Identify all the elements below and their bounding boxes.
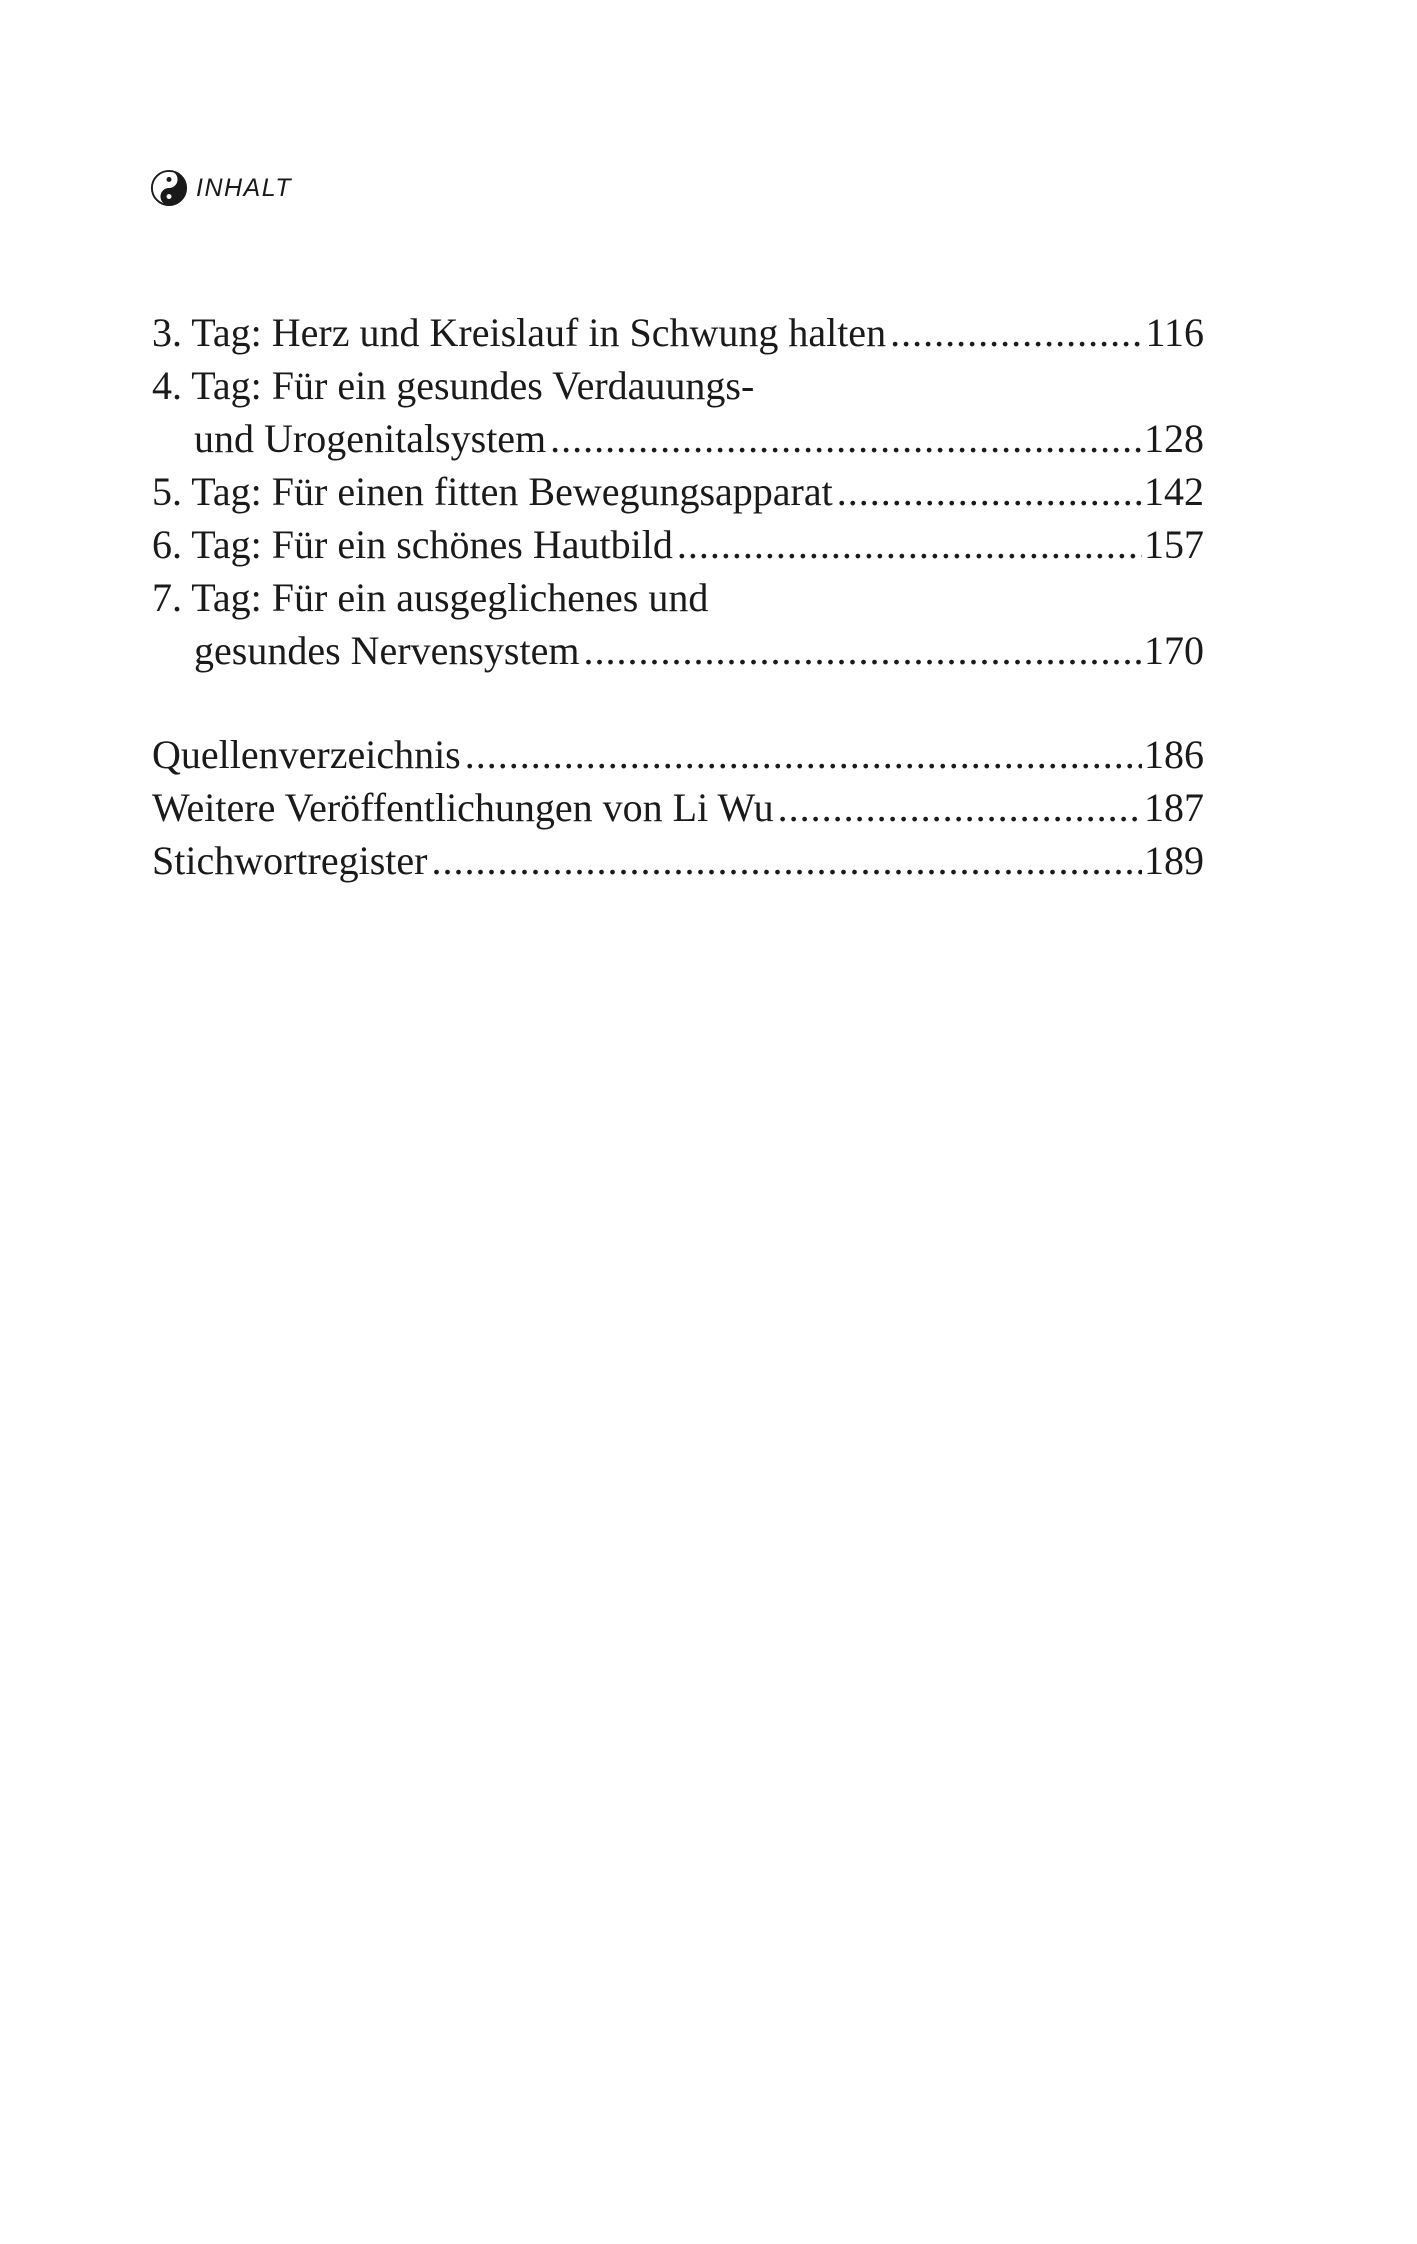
- yin-yang-icon: [150, 169, 188, 207]
- toc-entry-page: 186: [1144, 732, 1204, 777]
- toc-leader-dots: [583, 624, 1142, 677]
- toc-entry-first-line: [152, 571, 1204, 624]
- toc-entry-page: 116: [1145, 310, 1204, 355]
- toc-entry: [152, 412, 1204, 465]
- toc-entry-page: 189: [1144, 838, 1204, 883]
- toc-entry-title: 5. Tag: Für einen fitten Bewegungsapparat: [152, 469, 833, 514]
- toc-entry: [152, 306, 1204, 359]
- toc-entry-title-continued: und Urogenitalsystem: [194, 416, 547, 461]
- toc-entry-page: 170: [1144, 628, 1204, 673]
- toc-leader-dots: [837, 465, 1142, 518]
- toc-entry: [152, 624, 1204, 677]
- toc-entry-page: 142: [1144, 469, 1204, 514]
- running-head: [150, 168, 292, 208]
- toc-entry-page: 128: [1144, 416, 1204, 461]
- toc-entry-title-continued: gesundes Nervensystem: [194, 628, 580, 673]
- toc-entry-title: 4. Tag: Für ein gesundes Verdauungs-: [152, 363, 755, 408]
- toc-leader-dots: [550, 412, 1142, 465]
- toc-entry-title: Quellenverzeichnis: [152, 732, 461, 777]
- toc-entry-title: 6. Tag: Für ein schönes Hautbild: [152, 522, 673, 567]
- toc-entry-title: 3. Tag: Herz und Kreislauf in Schwung halten: [152, 310, 887, 355]
- toc-main: [152, 306, 1204, 677]
- toc-entry: [152, 465, 1204, 518]
- toc-leader-dots: [890, 306, 1143, 359]
- toc-entry-title: Weitere Veröffentlichungen von Li Wu: [152, 785, 774, 830]
- toc-entry: [152, 728, 1204, 781]
- running-head-label: INHALT: [196, 174, 293, 202]
- toc-entry-title: 7. Tag: Für ein ausgeglichenes und: [152, 575, 709, 620]
- toc-leader-dots: [778, 781, 1142, 834]
- toc-back-matter: [152, 728, 1204, 887]
- toc-entry-page: 157: [1144, 522, 1204, 567]
- toc-entry: [152, 518, 1204, 571]
- toc-leader-dots: [432, 834, 1143, 887]
- toc-entry-page: 187: [1144, 785, 1204, 830]
- toc-leader-dots: [677, 518, 1142, 571]
- toc-entry: [152, 834, 1204, 887]
- toc-leader-dots: [465, 728, 1142, 781]
- toc-entry: [152, 781, 1204, 834]
- toc-entry-title: Stichwortregister: [152, 838, 428, 883]
- toc-entry-first-line: [152, 359, 1204, 412]
